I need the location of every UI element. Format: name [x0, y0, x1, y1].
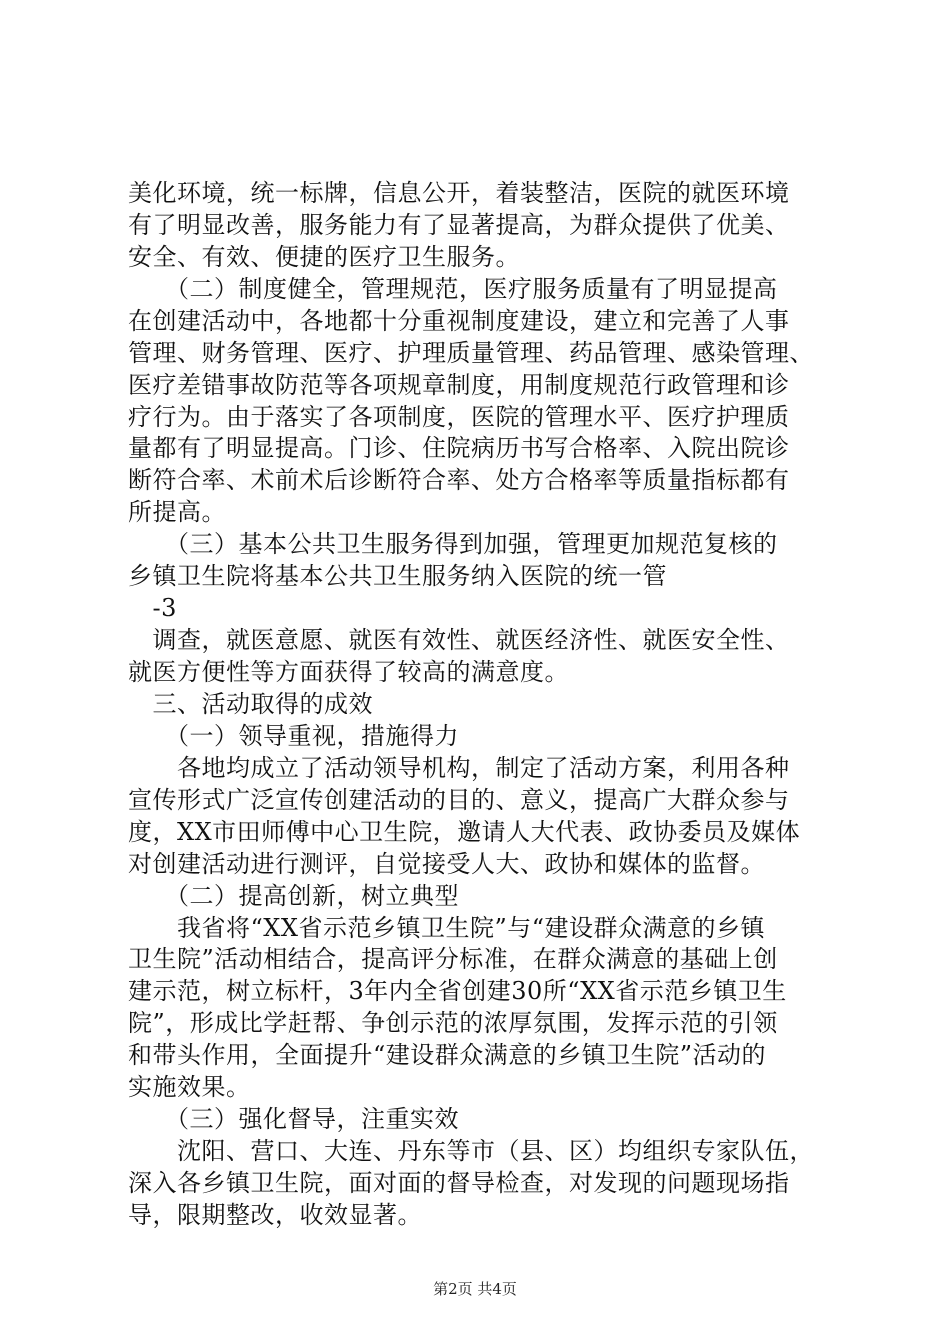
- subsection-heading: （二）提高创新，树立典型: [128, 882, 459, 910]
- body-line: 实施效果。: [128, 1073, 251, 1101]
- body-line: 深入各乡镇卫生院，面对面的督导检查，对发现的问题现场指: [128, 1169, 790, 1197]
- body-line: 和带头作用，全面提升“建设群众满意的乡镇卫生院”活动的: [128, 1041, 767, 1069]
- page-break-number: -3: [128, 594, 177, 622]
- body-line: 安全、有效、便捷的医疗卫生服务。: [128, 243, 520, 271]
- body-line: 管理、财务管理、医疗、护理质量管理、药品管理、感染管理、: [128, 339, 814, 367]
- subsection-heading: （一）领导重视，措施得力: [128, 722, 459, 750]
- body-line: 度，XX市田师傅中心卫生院，邀请人大代表、政协委员及媒体: [128, 818, 801, 846]
- body-line: 宣传形式广泛宣传创建活动的目的、意义，提高广大群众参与: [128, 786, 790, 814]
- body-line: 建示范，树立标杆，3年内全省创建30所“XX省示范乡镇卫生: [128, 977, 787, 1005]
- body-line: 疗行为。由于落实了各项制度，医院的管理水平、医疗护理质: [128, 403, 790, 431]
- body-line: 对创建活动进行测评，自觉接受人大、政协和媒体的监督。: [128, 850, 765, 878]
- body-line: 有了明显改善，服务能力有了显著提高，为群众提供了优美、: [128, 211, 790, 239]
- body-line: 断符合率、术前术后诊断符合率、处方合格率等质量指标都有: [128, 466, 790, 494]
- body-line: （二）制度健全，管理规范，医疗服务质量有了明显提高: [128, 275, 778, 303]
- body-line: 医疗差错事故防范等各项规章制度，用制度规范行政管理和诊: [128, 371, 790, 399]
- body-line: 调查，就医意愿、就医有效性、就医经济性、就医安全性、: [128, 626, 790, 654]
- body-line: 卫生院”活动相结合，提高评分标准，在群众满意的基础上创: [128, 945, 778, 973]
- body-line: 就医方便性等方面获得了较高的满意度。: [128, 658, 569, 686]
- body-line: 所提高。: [128, 498, 226, 526]
- section-heading: 三、活动取得的成效: [128, 690, 373, 718]
- body-line: 各地均成立了活动领导机构，制定了活动方案，利用各种: [128, 754, 790, 782]
- body-line: 院”，形成比学赶帮、争创示范的浓厚氛围，发挥示范的引领: [128, 1009, 778, 1037]
- body-line: （三）基本公共卫生服务得到加强，管理更加规范复核的: [128, 530, 778, 558]
- body-line: 美化环境，统一标牌，信息公开，着装整洁，医院的就医环境: [128, 179, 790, 207]
- body-line-last: 导，限期整改，收效显著。: [128, 1201, 422, 1229]
- page-footer: 第2页 共4页: [433, 1280, 517, 1298]
- subsection-heading: （三）强化督导，注重实效: [128, 1105, 459, 1133]
- body-line: 沈阳、营口、大连、丹东等市（县、区）均组织专家队伍，: [128, 1137, 814, 1165]
- body-line: 在创建活动中，各地都十分重视制度建设，建立和完善了人事: [128, 307, 790, 335]
- body-line: 量都有了明显提高。门诊、住院病历书写合格率、入院出院诊: [128, 434, 790, 462]
- body-line: 我省将“XX省示范乡镇卫生院”与“建设群众满意的乡镇: [128, 914, 765, 942]
- body-line: 乡镇卫生院将基本公共卫生服务纳入医院的统一管: [128, 562, 667, 590]
